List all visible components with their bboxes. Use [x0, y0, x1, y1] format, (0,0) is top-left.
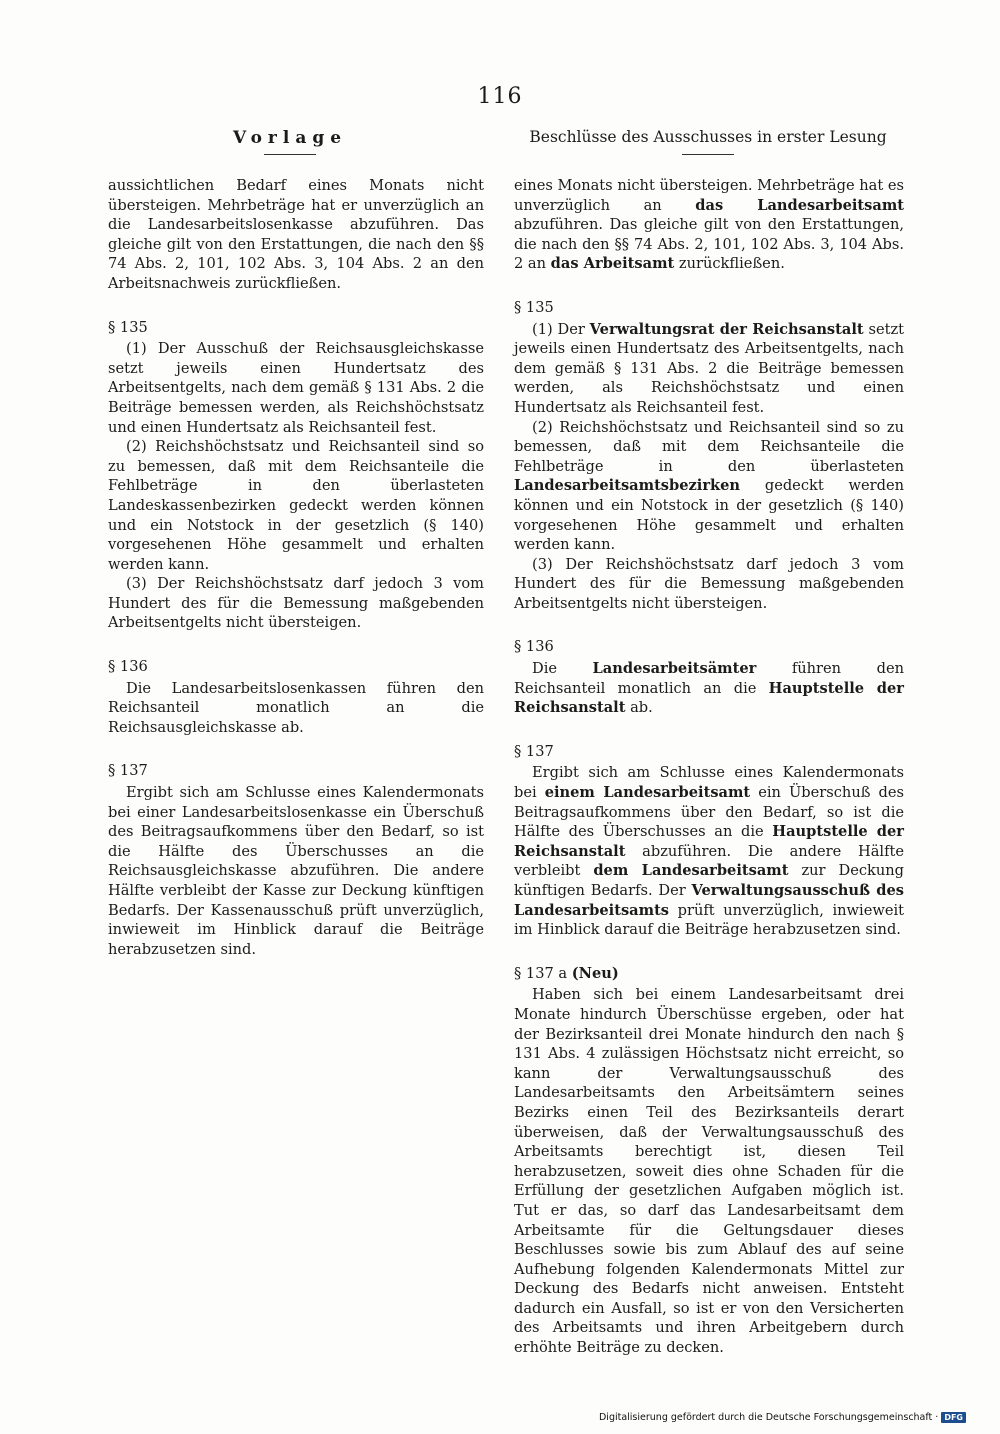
right-column [514, 176, 904, 1358]
left-heading-rule [264, 154, 316, 155]
right-section-135-heading: § 135 [514, 298, 554, 316]
footer-credit [599, 1412, 966, 1423]
right-section-137a-para-1: Haben sich bei einem Landesarbeitsamt drei Monate hindurch Überschüsse ergeben, oder hat der Bezirksanteil drei Monate hindurch den nach § 131 Abs. 4 zulässigen Höchstsatz nicht erreicht, so kann der Verwaltungsausschuß des Landesarbeitsamts den Arbeitsämtern seines Bezirks einen Teil des Bezirksanteils derart überweisen, daß der Verwaltungsausschuß des Arbeitsamts berechtigt ist, diesen Teil herabzusetzen, soweit dies ohne Schaden für die Erfüllung der gesetzlichen Aufgaben möglich ist. Tut er das, so darf das Landesarbeitsamt dem Arbeitsamte für die Geltungsdauer dieses Beschlusses sowie bis zum Ablauf des auf seine Aufhebung folgenden Kalendermonats Mittel zur Deckung des Bedarfs nicht anweisen. Entsteht dadurch ein Ausfall, so ist er von den Versicherten des Arbeitsamts und ihren Arbeitgebern durch erhöhte Beiträge zu decken. [514, 986, 904, 1357]
right-section-135-para-3: (3) Der Reichshöchstsatz darf jedoch 3 vom Hundert des für die Bemessung maßgebenden Arbeitsentgelts nicht übersteigen. [514, 555, 904, 612]
left-section-135-para-1: (1) Der Ausschuß der Reichsausgleichskasse setzt jeweils einen Hundertsatz des Arbeitsentgelts, nach dem gemäß § 131 Abs. 2 die Beiträge bemessen werden, als Reichshöchstsatz und einen Hundertsatz als Reichsanteil fest. [108, 340, 484, 436]
emphasis-das-landesarbeitsamt: das Landesarbeitsamt [695, 196, 904, 214]
right-section-137-heading: § 137 [514, 742, 554, 760]
left-column [108, 176, 484, 959]
left-section-137-heading: § 137 [108, 762, 148, 780]
left-section-135-para-3: (3) Der Reichshöchstsatz darf jedoch 3 vom Hundert des für die Bemessung maßgebenden Arbeitsentgelts nicht übersteigen. [108, 575, 484, 632]
right-section-137a-heading: § 137 a (Neu) [514, 964, 619, 982]
right-heading-rule [682, 154, 734, 155]
emphasis-hauptstelle: Hauptstelle der Reichsanstalt [514, 679, 904, 717]
left-column-heading: Vorlage [232, 128, 348, 148]
right-section-135-para-2: (2) Reichshöchstsatz und Reichsanteil sind so zu bemessen, daß mit dem Reichsanteile die Fehlbeträge in den überlasteten Landesarbeitsamtsbezirken gedeckt werden können und ein Notstock in der gesetzlich (§ 140) vorgesehenen Höhe gesammelt und erhalten werden kann. [514, 418, 904, 554]
right-section-135-para-1: (1) Der Verwaltungsrat der Reichsanstalt setzt jeweils einen Hundertsatz des Arbeitsentgelts, nach dem gemäß § 131 Abs. 2 die Beiträge bemessen werden, als Reichshöchstsatz und einen Hundertsatz als Reichsanteil fest. [514, 320, 905, 416]
emphasis-das-arbeitsamt: das Arbeitsamt [550, 255, 675, 273]
dfg-logo: DFG [941, 1412, 966, 1423]
emphasis-verwaltungsrat: Verwaltungsrat der Reichsanstalt [589, 320, 864, 338]
left-section-136-para-1: Die Landesarbeitslosenkassen führen den Reichsanteil monatlich an die Reichsausgleichskasse ab. [108, 679, 484, 736]
emphasis-landesarbeitsamtsbezirken: Landesarbeitsamtsbezirken [514, 477, 741, 495]
right-section-137-para-1: Ergibt sich am Schlusse eines Kalendermonats bei einem Landesarbeitsamt ein Überschuß des Beitragsaufkommens über den Bedarf, so ist die Hälfte des Überschusses an die Hauptstelle der Reichsanstalt abzuführen. Die andere Hälfte verbleibt dem Landesarbeitsamt zur Deckung künftigen Bedarfs. Der Verwaltungsausschuß des Landesarbeitsamts prüft unverzüglich, inwieweit im Hinblick darauf die Beiträge herabzusetzen sind. [514, 764, 904, 939]
right-column-heading: Beschlüsse des Ausschusses in erster Lesung [529, 128, 887, 146]
page-number: 116 [477, 84, 523, 109]
emphasis-landesarbeitsaemter: Landesarbeitsämter [592, 660, 757, 678]
right-section-136-heading: § 136 [514, 638, 554, 656]
new-tag: (Neu) [571, 964, 619, 982]
left-intro-paragraph: aussichtlichen Bedarf eines Monats nicht übersteigen. Mehrbeträge hat er unverzüglich an die Landesarbeitslosenkasse abzuführen. Das gleiche gilt von den Erstattungen, die nach den §§ 74 Abs. 2, 101, 102 Abs. 3, 104 Abs. 2 an den Arbeitsnachweis zurückfließen. [108, 177, 484, 292]
left-section-135-heading: § 135 [108, 318, 148, 336]
left-section-137-para-1: Ergibt sich am Schlusse eines Kalendermonats bei einer Landesarbeitslosenkasse ein Überschuß des Beitragsaufkommens über den Bedarf, so ist die Hälfte des Überschusses an die Reichsausgleichskasse abzuführen. Die andere Hälfte verbleibt der Kasse zur Deckung künftigen Bedarfs. Der Kassenausschuß prüft unverzüglich, inwieweit im Hinblick darauf die Beiträge herabzusetzen sind. [108, 784, 484, 958]
left-section-135-para-2: (2) Reichshöchstsatz und Reichsanteil sind so zu bemessen, daß mit dem Reichsanteile die Fehlbeträge in den überlasteten Landeskassenbezirken gedeckt werden können und ein Notstock in der gesetzlich (§ 140) vorgesehenen Höhe gesammelt und erhalten werden kann. [108, 438, 484, 573]
footer-text: Digitalisierung gefördert durch die Deutsche Forschungsgemeinschaft · [598, 1412, 939, 1423]
right-section-136-para-1: Die Landesarbeitsämter führen den Reichsanteil monatlich an die Hauptstelle der Reichsanstalt ab. [514, 660, 904, 717]
left-section-136-heading: § 136 [108, 658, 148, 676]
right-intro-paragraph: eines Monats nicht übersteigen. Mehrbeträge hat es unverzüglich an das Landesarbeitsamt abzuführen. Das gleiche gilt von den Erstattungen, die nach den §§ 74 Abs. 2, 101, 102 Abs. 3, 104 Abs. 2 an das Arbeitsamt zurückfließen. [514, 177, 904, 273]
